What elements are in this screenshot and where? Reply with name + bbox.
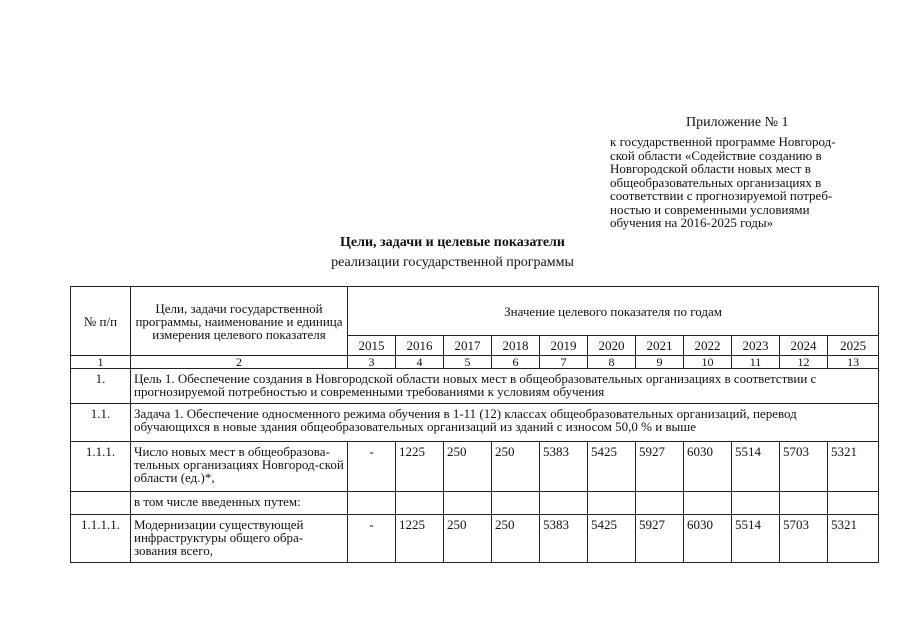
value-cell [684, 492, 732, 515]
value-cell: 5927 [636, 515, 684, 563]
header-name: Цели, задачи государственной программы, наименование и единица измерения целевого показателя [131, 287, 348, 356]
task-text: Задача 1. Обеспечение односменного режима обучения в 1-11 (12) классах общеобразовательных организаций, перевод обучающихся в новые здания общеобразовательных организаций из зданий с износом 50,0 % и выше [131, 404, 879, 442]
column-number: 6 [492, 356, 540, 369]
document-title: Цели, задачи и целевые показатели [340, 235, 565, 250]
row-number [71, 492, 131, 515]
year-cell: 2020 [588, 336, 636, 356]
row-number: 1.1. [71, 404, 131, 442]
appendix-line: к государственной программе Новгород- [610, 134, 836, 149]
column-number: 11 [732, 356, 780, 369]
column-number: 1 [71, 356, 131, 369]
column-number: 9 [636, 356, 684, 369]
appendix-line: ской области «Содействие созданию в [610, 147, 822, 163]
indicator-text: Модернизации существующей инфраструктуры общего обра-зования всего, [131, 515, 348, 563]
column-number: 10 [684, 356, 732, 369]
value-cell: 5703 [780, 515, 828, 563]
table-row [71, 442, 879, 492]
value-cell: - [348, 515, 396, 563]
appendix-line: обучения на 2016-2025 годы» [610, 215, 774, 230]
year-cell: 2024 [780, 336, 828, 356]
value-cell [732, 492, 780, 515]
column-number: 7 [540, 356, 588, 369]
value-cell: 1225 [396, 515, 444, 563]
value-cell: 5383 [540, 515, 588, 563]
column-number: 8 [588, 356, 636, 369]
value-cell: 250 [492, 515, 540, 563]
value-cell [828, 492, 879, 515]
value-cell: 5321 [828, 442, 879, 492]
year-cell: 2025 [828, 336, 879, 356]
value-cell: 250 [444, 442, 492, 492]
year-cell: 2021 [636, 336, 684, 356]
column-number: 12 [780, 356, 828, 369]
value-cell: 5425 [588, 442, 636, 492]
year-cell: 2017 [444, 336, 492, 356]
appendix-line: соответствии с прогнозируемой потреб- [610, 188, 833, 203]
value-cell: 1225 [396, 442, 444, 492]
year-cell: 2018 [492, 336, 540, 356]
table-row [71, 404, 879, 442]
column-number: 3 [348, 356, 396, 369]
year-cell: 2016 [396, 336, 444, 356]
value-cell: 250 [492, 442, 540, 492]
column-number: 5 [444, 356, 492, 369]
goals-table [70, 286, 879, 563]
value-cell: 5425 [588, 515, 636, 563]
value-cell: - [348, 442, 396, 492]
appendix-line: ностью и современными условиями [610, 201, 810, 217]
value-cell [588, 492, 636, 515]
value-cell: 5703 [780, 442, 828, 492]
appendix-line: общеобразовательных организациях в [610, 174, 822, 190]
row-number: 1. [71, 369, 131, 404]
value-cell: 5383 [540, 442, 588, 492]
column-number: 4 [396, 356, 444, 369]
value-cell: 6030 [684, 515, 732, 563]
year-cell: 2019 [540, 336, 588, 356]
value-cell [780, 492, 828, 515]
value-cell [348, 492, 396, 515]
appendix-title: Приложение № 1 [686, 115, 789, 130]
year-cell: 2015 [348, 336, 396, 356]
value-cell [492, 492, 540, 515]
header-num: № п/п [71, 287, 131, 356]
indicator-text: Число новых мест в общеобразова-тельных организациях Новгород-ской области (ед.)*, [131, 442, 348, 492]
value-cell [396, 492, 444, 515]
value-cell: 5321 [828, 515, 879, 563]
value-cell: 6030 [684, 442, 732, 492]
value-cell: 5927 [636, 442, 684, 492]
column-number: 2 [131, 356, 348, 369]
table-row [71, 369, 879, 404]
document-subtitle: реализации государственной программы [331, 255, 574, 270]
table-row [71, 492, 879, 515]
column-number: 13 [828, 356, 879, 369]
value-cell [444, 492, 492, 515]
header-years-span: Значение целевого показателя по годам [348, 287, 879, 336]
appendix-text [610, 135, 878, 230]
goal-text: Цель 1. Обеспечение создания в Новгородской области новых мест в общеобразовательных организациях в соответствии с прогнозируемой потребностью и современными требованиями к условиям обучения [131, 369, 879, 404]
indicator-text: в том числе введенных путем: [131, 492, 348, 515]
value-cell [540, 492, 588, 515]
year-cell: 2023 [732, 336, 780, 356]
year-cell: 2022 [684, 336, 732, 356]
row-number: 1.1.1. [71, 442, 131, 492]
row-number: 1.1.1.1. [71, 515, 131, 563]
value-cell: 5514 [732, 442, 780, 492]
value-cell: 250 [444, 515, 492, 563]
appendix-line: Новгородской области новых мест в [610, 161, 811, 176]
value-cell [636, 492, 684, 515]
table-row [71, 515, 879, 563]
value-cell: 5514 [732, 515, 780, 563]
